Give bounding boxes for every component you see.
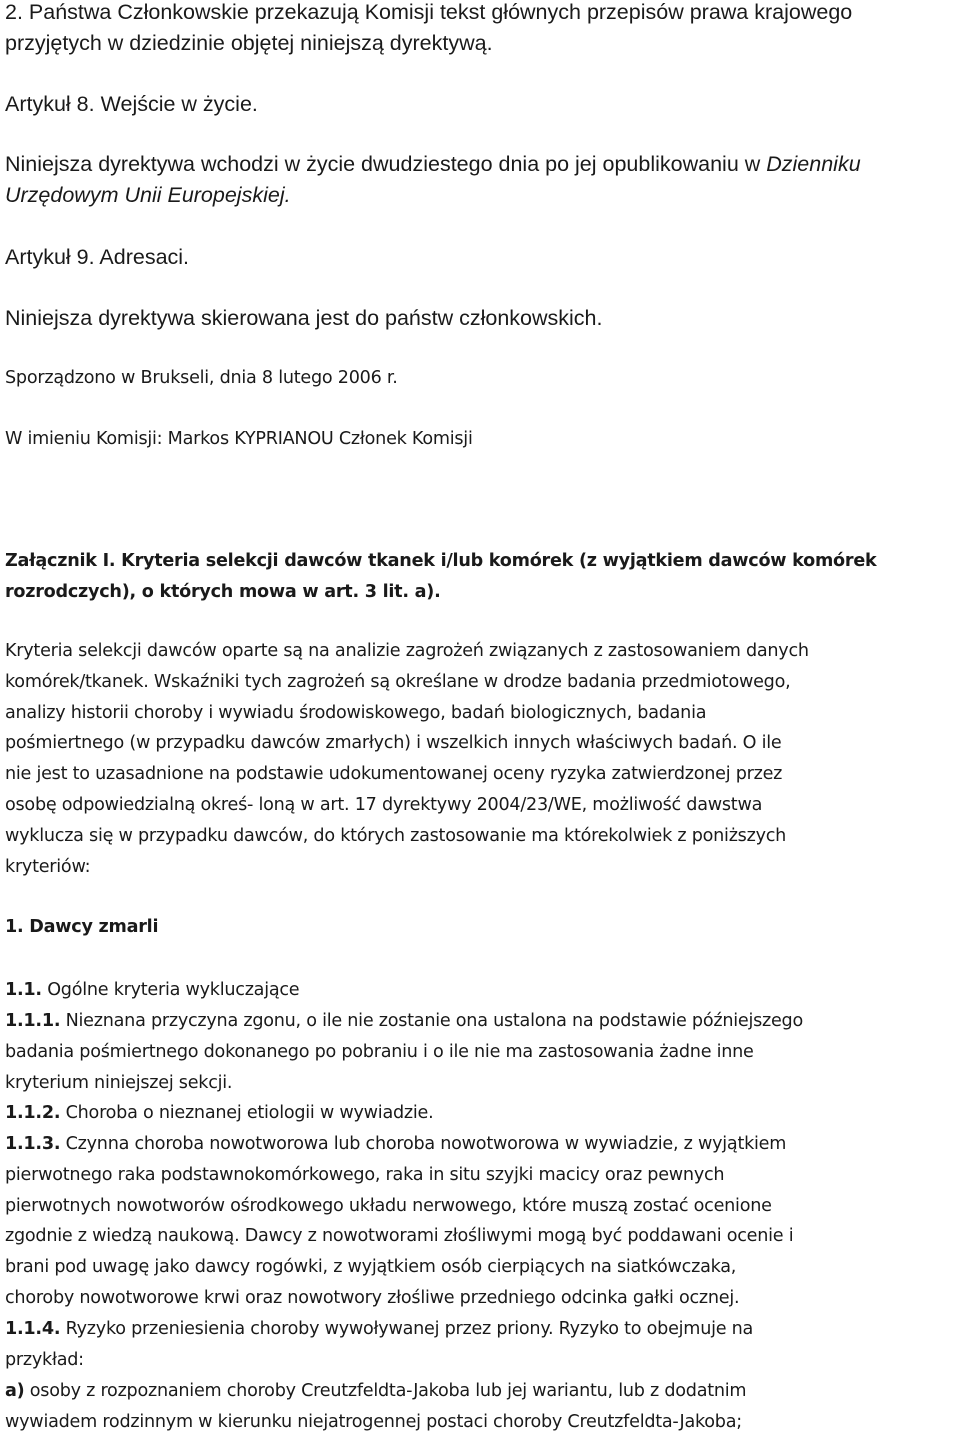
text-line: przyjętych w dziedzinie objętej niniejszą dyrektywą. <box>5 31 493 55</box>
section-number: 1.1.2. <box>5 1103 61 1123</box>
text-line <box>5 1129 957 1160</box>
item-2-paragraph <box>5 0 957 59</box>
section-number: 1.1.1. <box>5 1011 61 1031</box>
text-line: Załącznik I. Kryteria selekcji dawców tkanek i/lub komórek (z wyjątkiem dawców komórek <box>5 551 877 571</box>
section-1-1-3 <box>5 1129 957 1314</box>
text-line <box>5 149 957 180</box>
signed-place-date: Sporządzono w Brukseli, dnia 8 lutego 2006 r. <box>5 368 398 388</box>
text-line: osobę odpowiedzialną okreś- loną w art. 17 dyrektywy 2004/23/WE, możliwość dawstwa <box>5 794 763 815</box>
section-1-1-2 <box>5 1098 957 1129</box>
text-line: 2. Państwa Członkowskie przekazują Komisji tekst głównych przepisów prawa krajowego <box>5 0 853 24</box>
text-run: osoby z rozpoznaniem choroby Creutzfeldta-Jakoba lub jej wariantu, lub z dodatnim <box>24 1381 747 1401</box>
text-run: Nieznana przyczyna zgonu, o ile nie zostanie ona ustalona na podstawie późniejszego <box>60 1011 803 1031</box>
section-1-1-4 <box>5 1314 957 1376</box>
section-title: Ogólne kryteria wykluczające <box>41 980 300 1000</box>
text-line: wyklucza się w przypadku dawców, do których zastosowanie ma którekolwiek z poniższych <box>5 825 787 846</box>
section-number: 1.1. <box>5 980 42 1000</box>
text-line: rozrodczych), o których mowa w art. 3 lit. a). <box>5 581 441 602</box>
text-line: analizy historii choroby i wywiadu środowiskowego, badań biologicznych, badania <box>5 702 707 723</box>
text-line: kryterium niniejszej sekcji. <box>5 1072 233 1093</box>
text-line <box>5 1376 957 1407</box>
text-line: komórek/tkanek. Wskaźniki tych zagrożeń są określane w drodze badania przedmiotowego, <box>5 671 791 692</box>
text-line: nie jest to uzasadnione na podstawie udokumentowanej oceny ryzyka zatwierdzonej przez <box>5 764 783 785</box>
text-line: zgodnie z wiedzą naukową. Dawcy z nowotworami złośliwymi mogą być poddawani ocenie i <box>5 1226 794 1247</box>
text-line: kryteriów: <box>5 856 91 877</box>
section-1-1-heading <box>5 975 957 1006</box>
annex-title <box>5 546 957 608</box>
section-number: 1.1.4. <box>5 1319 61 1339</box>
text-run: Czynna choroba nowotworowa lub choroba nowotworowa w wywiadzie, z wyjątkiem <box>60 1134 787 1154</box>
text-line: pierwotnego raka podstawnokomórkowego, raka in situ szyjki macicy oraz pewnych <box>5 1164 725 1185</box>
text-line: wywiadem rodzinnym w kierunku niejatrogennej postaci choroby Creutzfeldta-Jakoba; <box>5 1411 742 1432</box>
text-line: pierwotnych nowotworów ośrodkowego układu nerwowego, które muszą zostać ocenione <box>5 1195 772 1216</box>
text-line <box>5 1006 957 1037</box>
journal-name-italic: Dzienniku <box>766 152 861 176</box>
section-1-1-1 <box>5 1006 957 1098</box>
journal-name-italic: Urzędowym Unii Europejskiej. <box>5 183 291 207</box>
section-number: 1.1.3. <box>5 1134 61 1154</box>
item-a <box>5 1376 957 1438</box>
text-run: Niniejsza dyrektywa wchodzi w życie dwudziestego dnia po jej opublikowaniu w <box>5 152 767 176</box>
article-8-text <box>5 149 957 211</box>
text-run: Choroba o nieznanej etiologii w wywiadzie. <box>60 1103 434 1123</box>
item-label: a) <box>5 1381 25 1401</box>
signatory: W imieniu Komisji: Markos KYPRIANOU Członek Komisji <box>5 429 473 449</box>
article-9-text: Niniejsza dyrektywa skierowana jest do państw członkowskich. <box>5 306 603 330</box>
article-9-heading: Artykuł 9. Adresaci. <box>5 245 190 269</box>
text-line: badania pośmiertnego dokonanego po pobraniu i o ile nie ma zastosowania żadne inne <box>5 1041 754 1062</box>
text-line <box>5 1314 957 1345</box>
text-line: choroby nowotworowe krwi oraz nowotwory złośliwe przedniego odcinka gałki ocznej. <box>5 1287 740 1308</box>
article-8-heading: Artykuł 8. Wejście w życie. <box>5 92 258 116</box>
text-run: Ryzyko przeniesienia choroby wywoływanej przez priony. Ryzyko to obejmuje na <box>60 1319 754 1339</box>
text-line: pośmiertnego (w przypadku dawców zmarłych) i wszelkich innych właściwych badań. O ile <box>5 733 782 754</box>
section-1-heading: 1. Dawcy zmarli <box>5 917 159 937</box>
text-line: Kryteria selekcji dawców oparte są na analizie zagrożeń związanych z zastosowaniem danych <box>5 641 809 661</box>
annex-intro-paragraph <box>5 636 957 882</box>
text-line: przykład: <box>5 1349 84 1370</box>
text-line: brani pod uwagę jako dawcy rogówki, z wyjątkiem osób cierpiących na siatkówczaka, <box>5 1257 737 1278</box>
